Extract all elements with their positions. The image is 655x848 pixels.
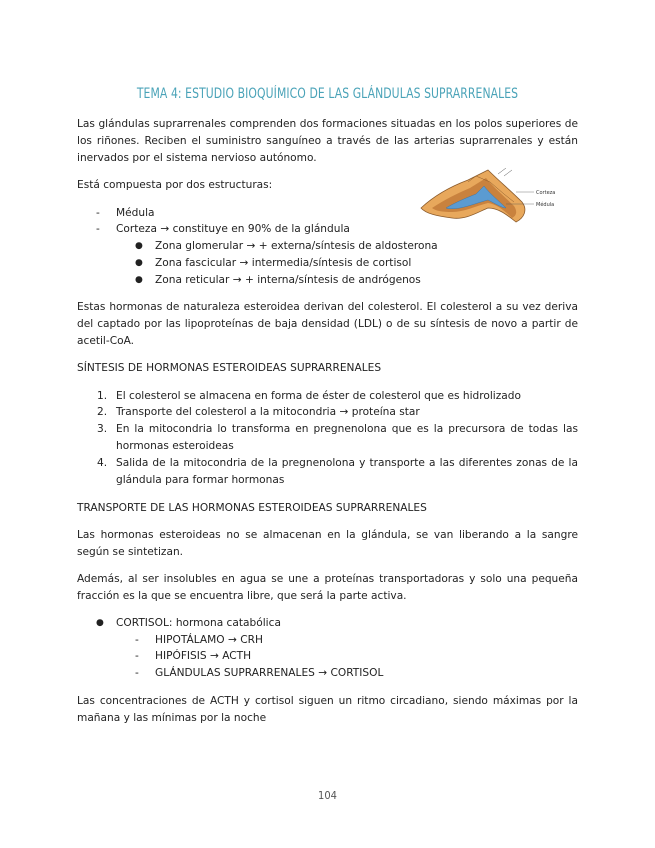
zone-text: Zona glomerular → + externa/síntesis de aldosterona	[155, 240, 438, 252]
transport-paragraph-2: Además, al ser insolubles en agua se une a proteínas transportadoras y solo una pequeña fracción es la que se encuentra libre, que será la parte activa.	[77, 573, 578, 602]
step-number: 1.	[97, 390, 108, 402]
step-text: Transporte del colesterol a la mitocondria → proteína star	[116, 406, 420, 418]
zone-item	[135, 255, 412, 272]
zone-item	[135, 238, 438, 255]
structure-text: Corteza → constituye en 90% de la glándula	[116, 223, 350, 235]
dash-marker: -	[135, 634, 139, 646]
intro-paragraph: Las glándulas suprarrenales comprenden dos formaciones situadas en los polos superiores de los riñones. Reciben el suministro sanguíneo a través de las arterias suprarrenales y están inervados por el sistema nervioso autónomo.	[77, 118, 578, 164]
structure-item	[96, 205, 155, 222]
structure-intro: Está compuesta por dos estructuras:	[77, 179, 273, 191]
cortisol-item	[96, 615, 281, 632]
bullet-marker: ●	[96, 618, 104, 628]
step-number: 2.	[97, 406, 108, 418]
axis-text: HIPÓFISIS → ACTH	[155, 650, 252, 662]
axis-text: GLÁNDULAS SUPRARRENALES → CORTISOL	[155, 667, 384, 679]
figure-label-medulla: Médula	[536, 202, 555, 208]
axis-item	[135, 665, 384, 682]
adrenal-gland-figure	[418, 168, 580, 230]
rhythm-paragraph: Las concentraciones de ACTH y cortisol siguen un ritmo circadiano, siendo máximas por la mañana y las mínimas por la noche	[77, 695, 578, 724]
structure-text: Médula	[116, 207, 155, 219]
step-number: 4.	[97, 457, 108, 469]
bullet-marker: ●	[135, 275, 143, 285]
figure-label-cortex: Corteza	[536, 190, 556, 196]
step-text: Salida de la mitocondria de la pregnenolona y transporte a las diferentes zonas de la glándula para formar hormonas	[116, 457, 578, 486]
synthesis-step	[97, 388, 578, 405]
bullet-marker: ●	[135, 241, 143, 251]
step-text: El colesterol se almacena en forma de éster de colesterol que es hidrolizado	[116, 390, 521, 402]
synthesis-step	[97, 421, 578, 455]
page-number: 104	[318, 789, 337, 802]
dash-marker: -	[96, 223, 100, 235]
axis-item	[135, 632, 263, 649]
bullet-marker: ●	[135, 258, 143, 268]
zone-item	[135, 272, 421, 289]
dash-marker: -	[135, 667, 139, 679]
synthesis-step	[97, 404, 578, 421]
structure-item	[96, 221, 350, 238]
hormones-paragraph: Estas hormonas de naturaleza esteroidea derivan del colesterol. El colesterol a su vez deriva del captado por las lipoproteínas de baja densidad (LDL) o de su síntesis de novo a partir de acetil-CoA.	[77, 301, 578, 347]
page-title: TEMA 4: ESTUDIO BIOQUÍMICO DE LAS GLÁNDULAS SUPRARRENALES	[136, 86, 519, 102]
step-number: 3.	[97, 423, 108, 435]
axis-text: HIPOTÁLAMO → CRH	[155, 634, 263, 646]
transport-paragraph-1: Las hormonas esteroideas no se almacenan en la glándula, se van liberando a la sangre según se sintetizan.	[77, 529, 578, 558]
step-text: En la mitocondria lo transforma en pregnenolona que es la precursora de todas las hormonas esteroideas	[116, 423, 578, 452]
axis-item	[135, 648, 252, 665]
synthesis-heading: SÍNTESIS DE HORMONAS ESTEROIDEAS SUPRARRENALES	[77, 362, 382, 374]
dash-marker: -	[135, 650, 139, 662]
zone-text: Zona fascicular → intermedia/síntesis de cortisol	[155, 257, 412, 269]
dash-marker: -	[96, 207, 100, 219]
cortisol-text: CORTISOL: hormona catabólica	[116, 617, 281, 629]
synthesis-step	[97, 455, 578, 489]
transport-heading: TRANSPORTE DE LAS HORMONAS ESTEROIDEAS SUPRARRENALES	[77, 502, 427, 514]
zone-text: Zona reticular → + interna/síntesis de andrógenos	[155, 274, 421, 286]
